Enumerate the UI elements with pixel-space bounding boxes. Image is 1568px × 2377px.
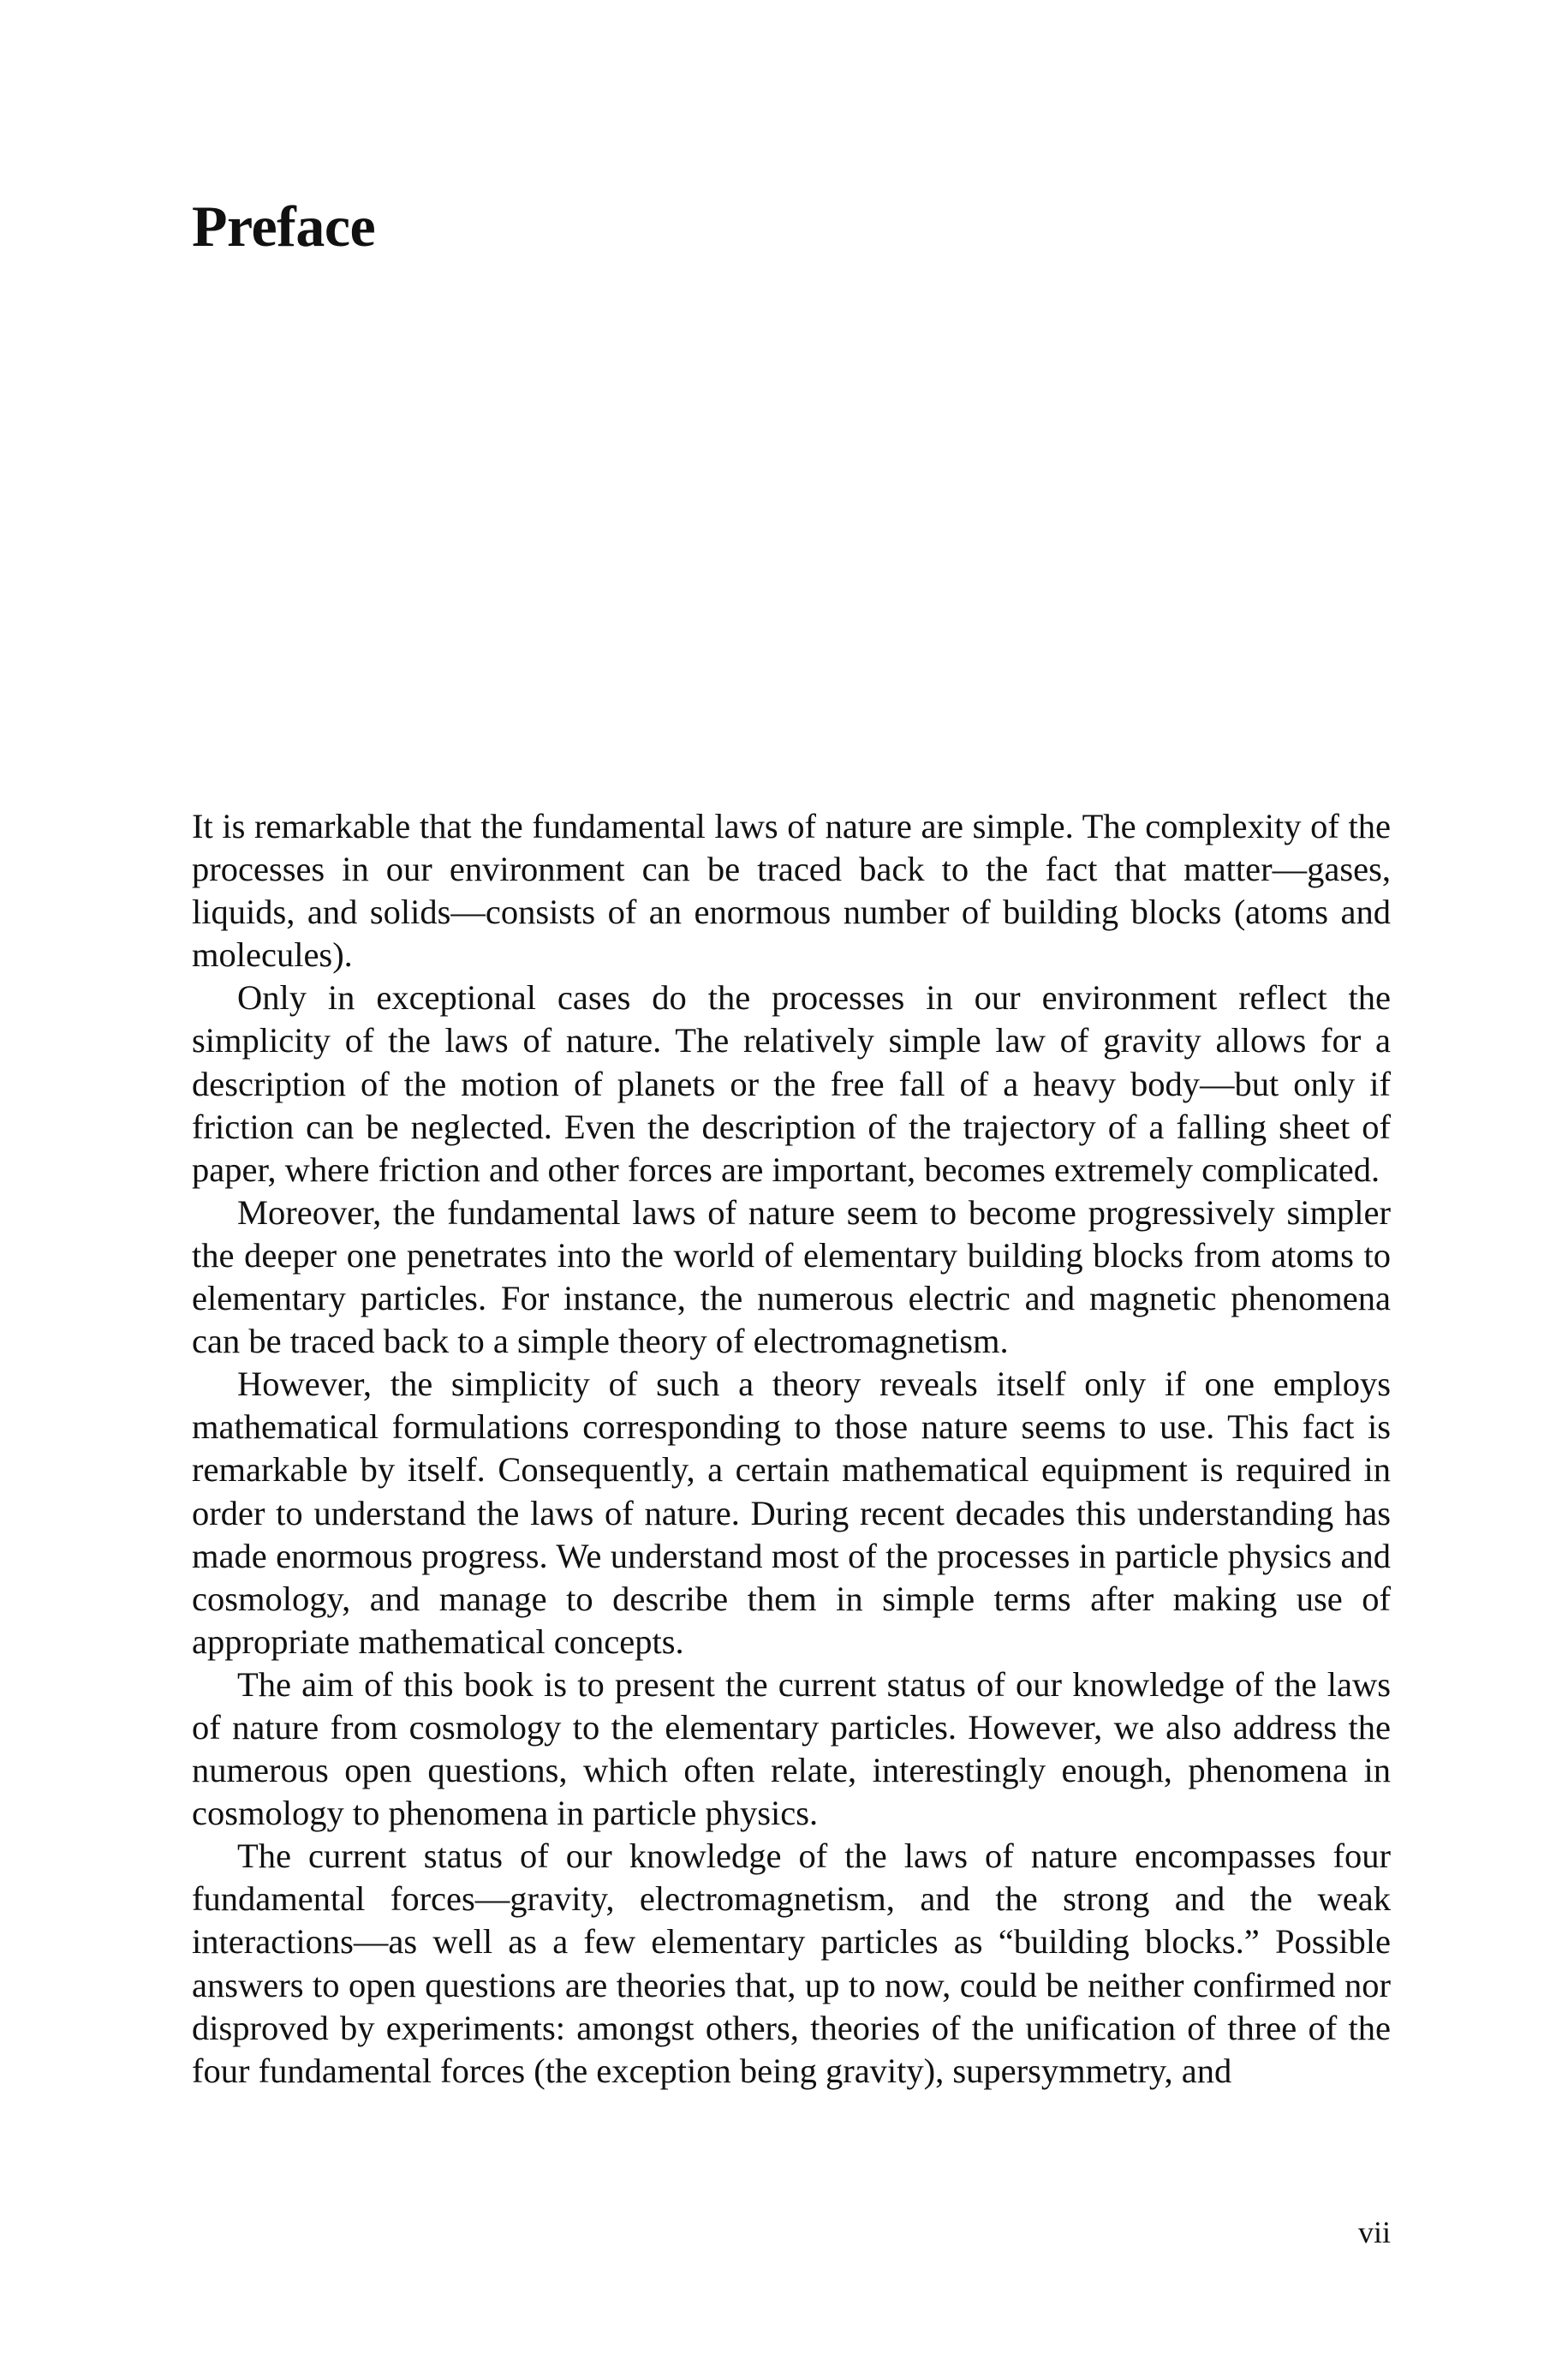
paragraph: Moreover, the fundamental laws of nature seem to become progressively simpler the deeper one penetrates into the world of elementary building blocks from atoms to elementary particles. For instance, the numerous electric and magnetic phenomena can be traced back to a simple theory of electromagnetism.: [192, 1192, 1391, 1361]
paragraph: However, the simplicity of such a theory reveals itself only if one employs mathematical formulations corresponding to those nature seems to use. This fact is remarkable by itself. Consequently, a certain mathematical equipment is required in order to understand the laws of nature. During recent decades this understanding has made enormous progress. We understand most of the processes in particle physics and cosmology, and manage to describe them in simple terms after making use of appropriate mathematical concepts.: [192, 1365, 1391, 1661]
paragraph: It is remarkable that the fundamental laws of nature are simple. The complexity of the processes in our environment can be traced back to the fact that matter—gases, liquids, and solids—consists of an enormous number of building blocks (atoms and molecules).: [192, 807, 1391, 975]
paragraph: The current status of our knowledge of the laws of nature encompasses four fundamental forces—gravity, electromagnetism, and the strong and the weak interactions—as well as a few elementary particles as “building blocks.” Possible answers to open questions are theories that, up to now, could be neither confirmed nor disproved by experiments: amongst others, theories of the unification of three of the four fundamental forces (the exception being gravity), supersymmetry, and: [192, 1837, 1391, 2090]
page-number: vii: [1357, 2215, 1391, 2249]
body-text: [192, 805, 1391, 2093]
chapter-title: Preface: [192, 194, 376, 259]
paragraph: Only in exceptional cases do the processes in our environment reflect the simplicity of the laws of nature. The relatively simple law of gravity allows for a description of the motion of planets or the free fall of a heavy body—but only if friction can be neglected. Even the description of the trajectory of a falling sheet of paper, where friction and other forces are important, becomes extremely complicated.: [192, 978, 1391, 1189]
paragraph: The aim of this book is to present the current status of our knowledge of the laws of nature from cosmology to the elementary particles. However, we also address the numerous open questions, which often relate, interestingly enough, phenomena in cosmology to phenomena in particle physics.: [192, 1664, 1391, 1833]
